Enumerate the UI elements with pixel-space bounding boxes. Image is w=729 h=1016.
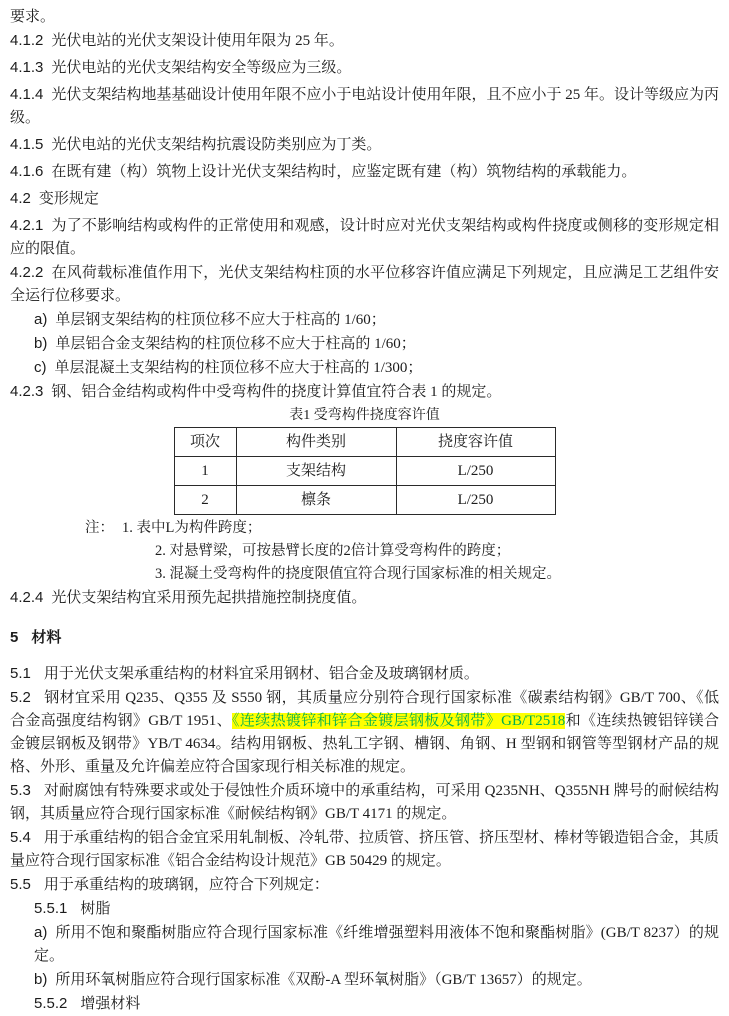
list-item-marker: a) [34,924,48,941]
clause-4-2-4 [10,586,719,610]
clause-text: 光伏电站的光伏支架结构安全等级应为三级。 [51,60,352,76]
clause-number: 4.1.2 [10,32,44,49]
clause-4-1-3 [10,56,719,80]
clause-text: 变形规定 [38,191,99,207]
clause-text: 为了不影响结构或构件的正常使用和观感，设计时应对光伏支架结构或构件挠度或侧移的变形规定相应的限值。 [10,218,719,257]
section-number: 5 [10,629,19,646]
clause-text: 钢材宜采用 Q235、Q355 及 S550 钢，其质量应分别符合现行国家标准《碳素结构钢》GB/T 700、《低合金高强度结构钢》GB/T 1951、 [10,690,719,729]
clause-4-1-5 [10,133,719,157]
table-note-1 [10,517,719,540]
list-item-c [10,356,719,380]
intro-text: 要求。 [10,9,56,25]
clause-number: 4.1.6 [10,163,44,180]
clause-number: 4.2 [10,190,31,207]
clause-5-5-2 [10,992,719,1016]
clause-number: 4.2.3 [10,383,44,400]
deflection-limits-table [174,427,556,515]
table-caption: 表1 受弯构件挠度容许值 [289,408,440,423]
clause-text: 光伏支架结构宜采用预先起拱措施控制挠度值。 [51,590,367,606]
clause-number: 5.2 [10,689,31,706]
clause-text: 和《连续热镀铝锌镁合金镀层钢板及钢带》YB/T 4634。结构用钢板、热轧工字钢、槽钢、角钢、H 型钢和钢管等型钢材产品的规格、外形、重量及允许偏差应符合国家现行相关标准的规定。 [10,713,719,775]
list-item-text: 单层铝合金支架结构的柱顶位移不应大于柱高的 1/60； [55,336,416,352]
clause-text: 光伏支架结构地基基础设计使用年限不应小于电站设计使用年限，且不应小于 25 年。设计等级应为丙级。 [10,87,719,126]
clause-5-1 [10,662,719,686]
clause-number: 4.1.5 [10,136,44,153]
list-item-marker: a) [34,311,48,328]
clause-text: 钢、铝合金结构或构件中受弯构件的挠度计算值宜符合表 1 的规定。 [51,384,502,400]
note-text: 1. 表中L为构件跨度； [122,520,262,536]
table-row [174,457,555,486]
list-item-b [10,332,719,356]
list-item-marker: b) [34,335,48,352]
list-item-text: 单层混凝土支架结构的柱顶位移不应大于柱高的 1/300； [54,360,423,376]
clause-5-4 [10,826,719,873]
clause-text: 树脂 [80,901,111,917]
note-label: 注： [85,520,114,536]
table-cell-member-type: 檩条 [236,486,396,515]
clause-4-2-2 [10,261,719,308]
list-item-text: 所用不饱和聚酯树脂应符合现行国家标准《纤维增强塑料用液体不饱和聚酯树脂》(GB/T 8237）的规定。 [34,925,719,964]
clause-text: 光伏电站的光伏支架设计使用年限为 25 年。 [51,33,344,49]
clause-4-1-6 [10,160,719,184]
paragraph-intro-tail [10,6,719,29]
clause-text: 在既有建（构）筑物上设计光伏支架结构时，应鉴定既有建（构）筑物结构的承载能力。 [51,164,637,180]
clause-number: 5.4 [10,829,31,846]
list-item-marker: c) [34,359,47,376]
list-item-text: 所用环氧树脂应符合现行国家标准《双酚-A 型环氧树脂》（GB/T 13657）的规定。 [55,972,592,988]
clause-4-1-4 [10,83,719,130]
highlighted-standard-reference: 《连续热镀锌和锌合金镀层钢板及钢带》GB/T2518 [232,713,566,729]
clause-text: 在风荷载标准值作用下，光伏支架结构柱顶的水平位移容许值应满足下列规定，且应满足工艺组件安全运行位移要求。 [10,265,719,304]
table-cell-member-type: 支架结构 [236,457,396,486]
table-cell-index: 2 [174,486,236,515]
table-header-member-type: 构件类别 [236,428,396,457]
clause-number: 4.2.1 [10,217,44,234]
list-item-a [10,308,719,332]
note-text: 2. 对悬臂梁，可按悬臂长度的2倍计算受弯构件的跨度； [155,543,511,559]
clause-text: 用于光伏支架承重结构的材料宜采用钢材、铝合金及玻璃钢材质。 [43,666,479,682]
clause-text: 用于承重结构的玻璃钢，应符合下列规定： [43,877,329,893]
clause-number: 5.5.2 [34,995,68,1012]
clause-text: 对耐腐蚀有特殊要求或处于侵蚀性介质环境中的承重结构，可采用 Q235NH、Q355NH 牌号的耐候结构钢，其质量应符合现行国家标准《耐候结构钢》GB/T 4171 的规定。 [10,783,719,822]
clause-5-5 [10,873,719,897]
clause-4-1-2 [10,29,719,53]
clause-number: 4.1.4 [10,86,44,103]
list-item-a-resin [10,921,719,968]
clause-4-2-1 [10,214,719,261]
clause-number: 4.2.4 [10,589,44,606]
clause-5-2 [10,686,719,779]
table-header-index: 项次 [174,428,236,457]
table-header-row [174,428,555,457]
clause-number: 5.1 [10,665,31,682]
clause-text: 增强材料 [80,996,141,1012]
section-title: 材料 [31,630,62,646]
clause-4-2-3 [10,380,719,404]
clause-text: 用于承重结构的铝合金宜采用轧制板、冷轧带、拉质管、挤压管、挤压型材、棒材等锻造铝合金，其质量应符合现行国家标准《铝合金结构设计规范》GB 50429 的规定。 [10,830,719,869]
table-cell-allowable-deflection: L/250 [396,486,555,515]
clause-number: 4.2.2 [10,264,44,281]
clause-number: 5.3 [10,782,31,799]
table-note-2 [10,540,719,563]
table-header-allowable-deflection: 挠度容许值 [396,428,555,457]
table-note-3 [10,563,719,586]
clause-number: 4.1.3 [10,59,44,76]
clause-text: 光伏电站的光伏支架结构抗震设防类别应为丁类。 [51,137,382,153]
clause-number: 5.5.1 [34,900,68,917]
table-row [174,486,555,515]
clause-5-5-1 [10,897,719,921]
clause-5-3 [10,779,719,826]
list-item-text: 单层钢支架结构的柱顶位移不应大于柱高的 1/60； [55,312,386,328]
table-cell-index: 1 [174,457,236,486]
table-cell-allowable-deflection: L/250 [396,457,555,486]
list-item-marker: b) [34,971,48,988]
section-5-heading [10,626,719,650]
note-text: 3. 混凝土受弯构件的挠度限值宜符合现行国家标准的相关规定。 [155,566,561,582]
list-item-b-resin [10,968,719,992]
clause-4-2 [10,187,719,211]
clause-number: 5.5 [10,876,31,893]
